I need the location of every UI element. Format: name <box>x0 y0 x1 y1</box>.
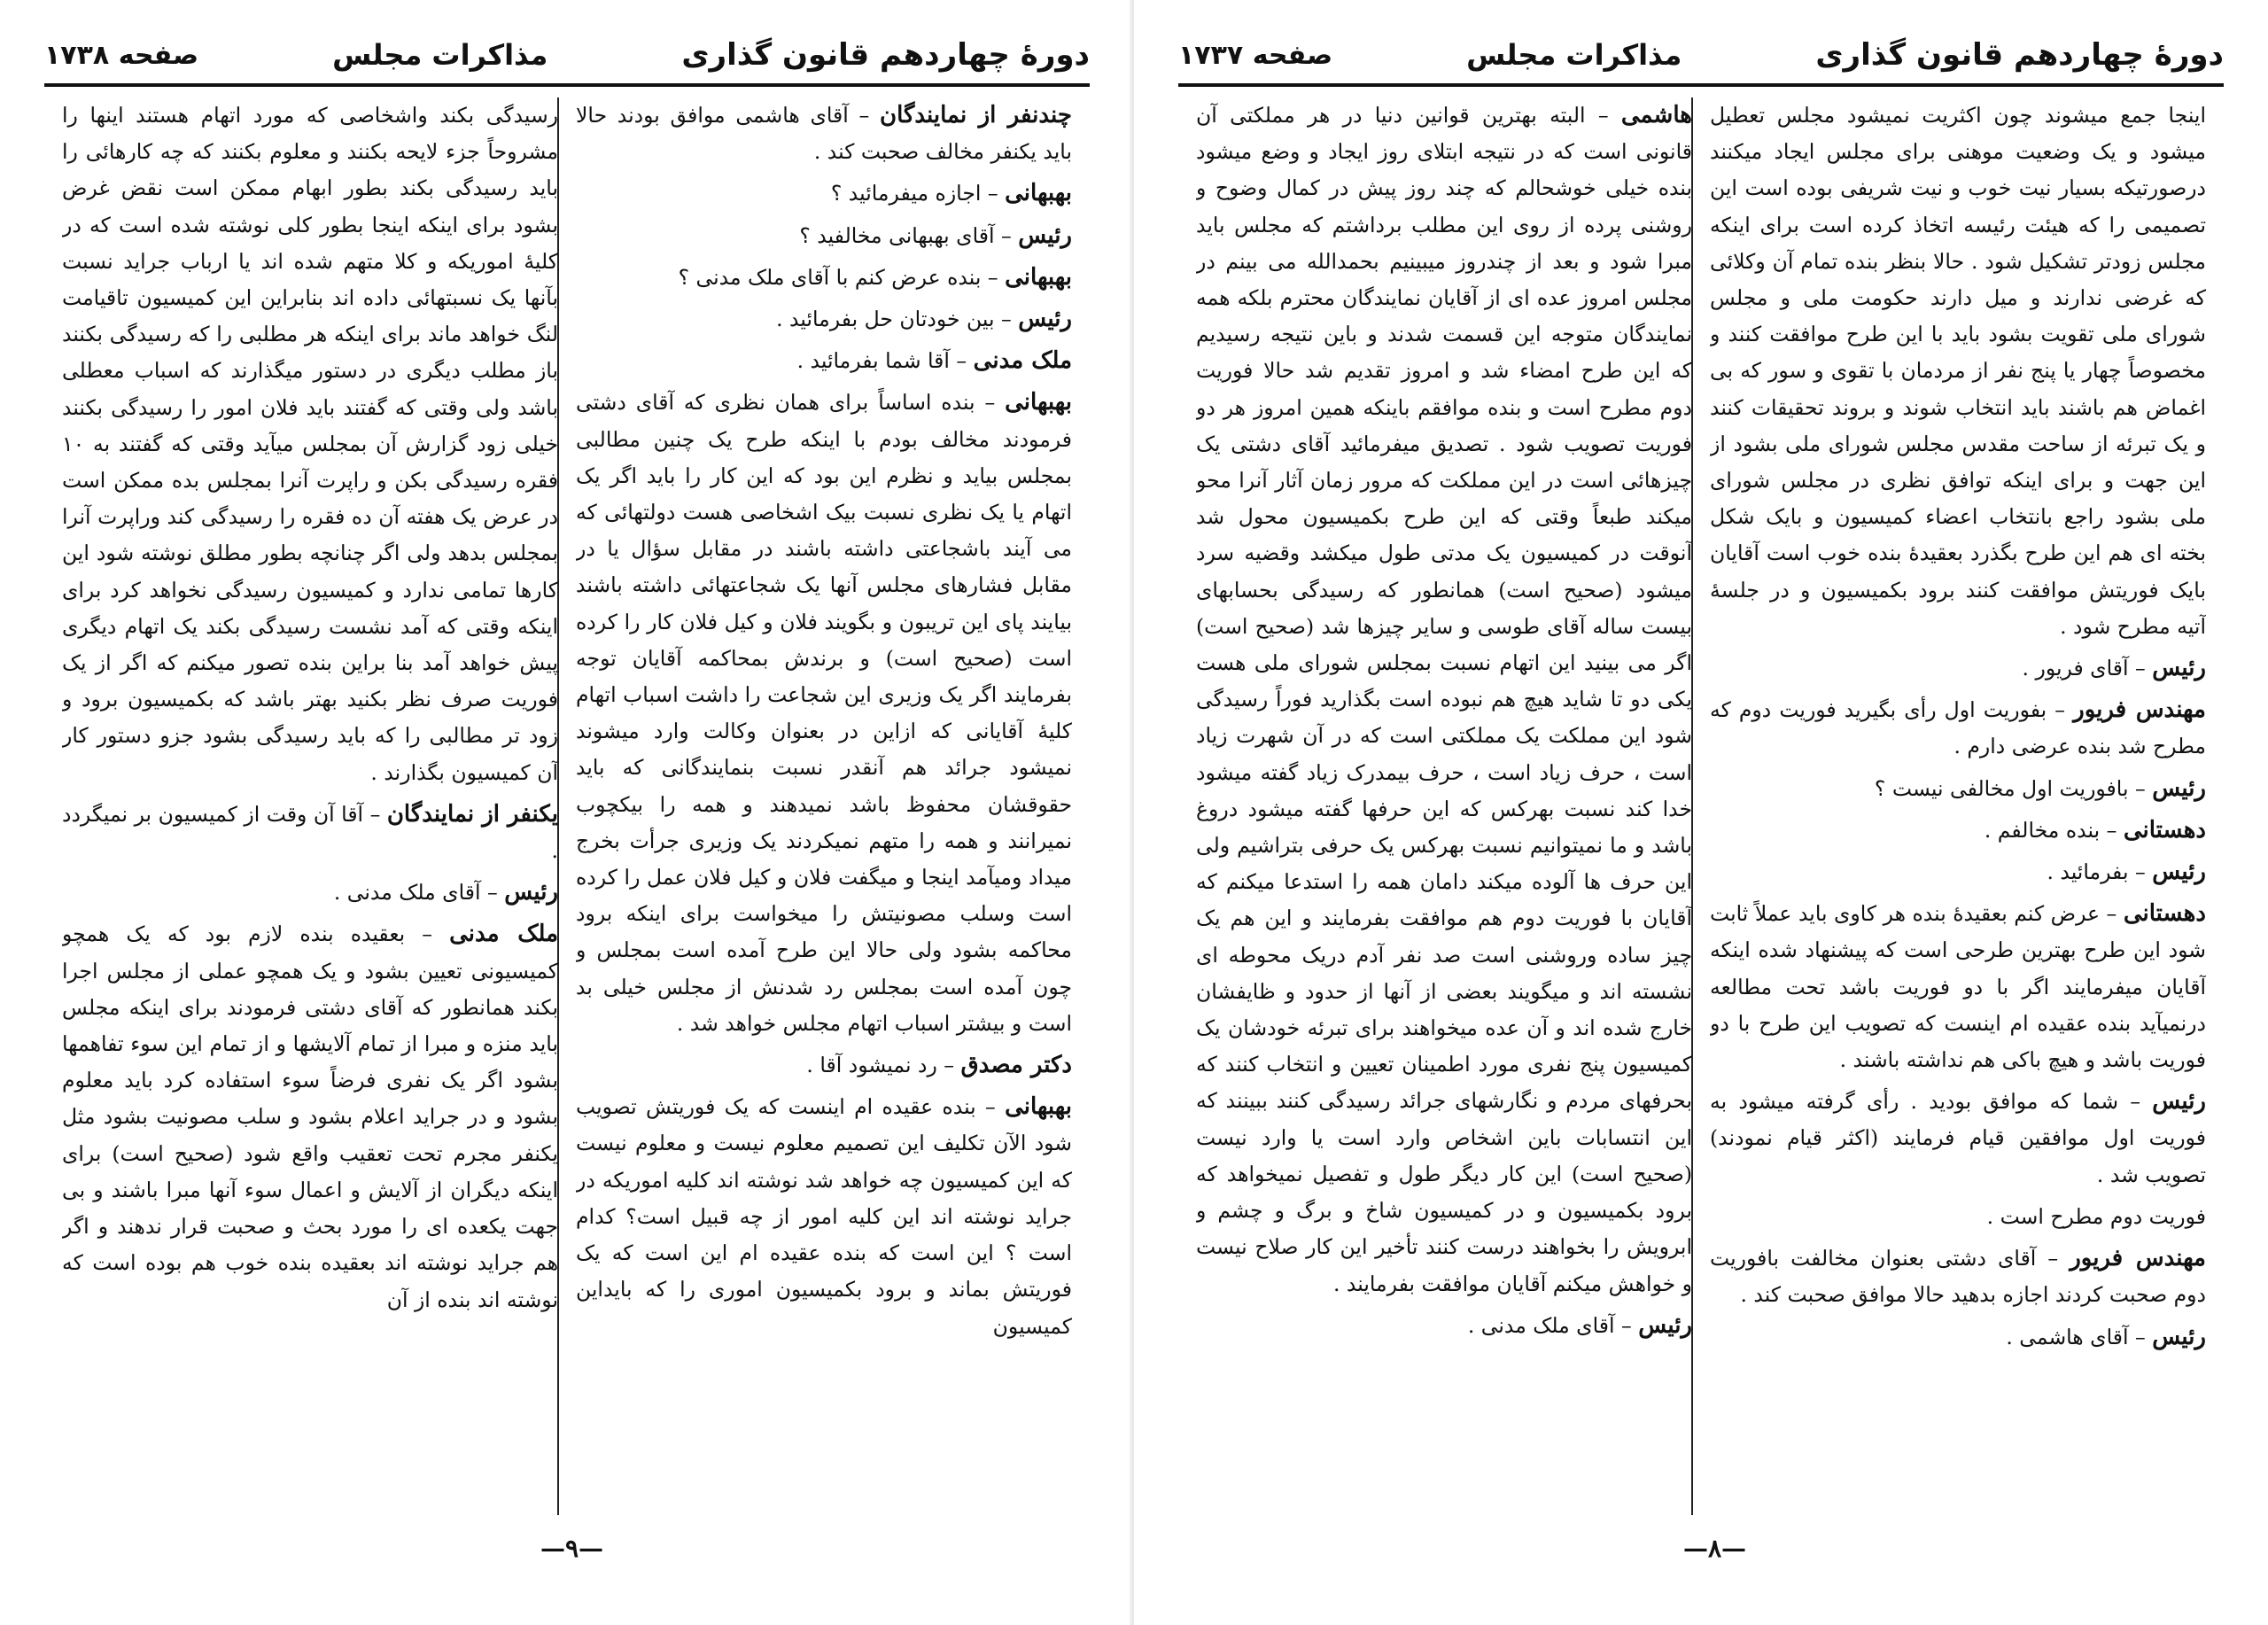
transcript-paragraph <box>1710 1084 2206 1193</box>
speech-text: – شما که موافق بودید . رأی گرفته میشود به فوریت اول موافقین قیام فرمایند (اکثر قیام نمودند) تصویب شد . <box>1710 1089 2206 1187</box>
speech-text: فوریت دوم مطرح است . <box>1986 1203 2206 1229</box>
transcript-paragraph <box>1710 854 2206 890</box>
speech-text: – بنده عقیده ام اینست که یک فوریتش تصویب شود الآن تکلیف این تصمیم معلوم نیست و معلوم نیست که این کمیسیون چه خواهد شد نوشته اند کلیه اموریکه در جراید نوشته اند این کلیه امور از چه قبیل است؟ کدام است ؟ این است که بنده عقیده ام این است که یک فوریتش بماند و برود بکمیسیون اموری را که بایداین کمیسیون <box>576 1094 1072 1339</box>
speech-text: اینجا جمع میشوند چون اکثریت نمیشود مجلس تعطیل میشود و یک وضعیت موهنی برای مجلس ایجاد میکنند درصورتیکه بسیار نیت خوب و نیت شریفی بوده است این تصمیمی را که هیئت رئیسه اتخاذ کرده است برای اینکه مجلس زودتر تشکیل شود . حالا بنظر بنده تمام آن وکلائی که غرضی ندارند و میل دارند حکومت ملی و مجلس شورای ملی تقویت بشود باید با این طرح موافقت کنند و مخصوصاً چهار یا پنج نفر از مردمان با تقوی و سور که بی اغماض هم باشند باید انتخاب شوند و بروند تحقیقات کنند و یک تبرئه از ساحت مقدس مجلس شورای ملی بشود از این جهت و برای اینکه توافق نظری در مجلس شورای ملی بشود راجع بانتخاب اعضاء کمیسیون و بایک شکل بخته ای هم این طرح بگذرد بعقیدهٔ بنده خوب است آقایان بایک فوریتش موافقت کنند برود بکمیسیون و در جلسهٔ آتیه مطرح شود . <box>1710 103 2206 639</box>
speech-text: – بفرمائید . <box>2047 859 2146 885</box>
transcript-paragraph <box>1196 1308 1692 1344</box>
speech-text: – بافوریت اول مخالفی نیست ؟ <box>1874 775 2146 801</box>
transcript-paragraph <box>1710 1240 2206 1313</box>
transcript-paragraph <box>576 343 1072 379</box>
header-series: دورهٔ چهاردهم قانون گذاری <box>1815 37 2224 73</box>
speaker-name: بهبهانی <box>1005 389 1072 416</box>
speech-text: – رد نمیشود آقا . <box>806 1053 955 1078</box>
transcript-paragraph <box>1710 650 2206 687</box>
transcript-paragraph <box>1710 97 2206 645</box>
speaker-name: دهستانی <box>2123 816 2206 844</box>
right-page <box>1134 0 2268 1625</box>
page-footer-number: —۹— <box>540 1534 604 1563</box>
speech-text: – آقای هاشمی موافق بودند حالا باید یکنفر مخالف صحبت کند . <box>576 103 1072 165</box>
page-footer-number: —۸— <box>1683 1534 1747 1563</box>
header-page-number: صفحه ۱۷۳۷ <box>1178 39 1333 71</box>
speaker-name: بهبهانی <box>1005 263 1072 291</box>
speech-text: – بفوریت اول رأی بگیرید فوریت دوم که مطرح شد بنده عرضی دارم . <box>1710 697 2206 759</box>
transcript-paragraph <box>1196 97 1692 1302</box>
speaker-name: رئیس <box>2152 859 2206 886</box>
transcript-paragraph <box>576 1089 1072 1344</box>
speech-text: – آقا شما بفرمائید . <box>796 348 967 374</box>
speaker-name: ملک مدنی <box>449 921 558 948</box>
transcript-paragraph <box>1710 812 2206 849</box>
speaker-name: هاشمی <box>1620 102 1692 128</box>
transcript-paragraph <box>576 301 1072 338</box>
header-series: دورهٔ چهاردهم قانون گذاری <box>681 37 1090 73</box>
speaker-name: دکتر مصدق <box>960 1052 1072 1079</box>
speaker-name: رئیس <box>504 879 558 906</box>
speech-text: – بنده اساساً برای همان نظری که آقای دشتی فرمودند مخالف بودم با اینکه طرح یک چنین مطالبی بمجلس بیاید و نظرم این بود که این کار را باید اگر یک اتهام یا یک نظری نسبت بیک اشخاصی هست دولتهائی که می آیند باشجاعتی داشته باشند در مقابل سؤال یا در مقابل فشارهای مجلس آنها یک شجاعتهائی داشته باشند بیایند پای این تریبون و بگویند فلان و کیل فلان کار را کرده است (صحیح است) و برندش بمحاکمه آقایان توجه بفرمایند اگر یک وزیری این شجاعت را داشت اسباب اتهام کلیهٔ آقایانی که ازاین در بعنوان وکالت وارد میشوند نمیشود جرائد هم آنقدر نسبت بنمایندگانی که باید حقوقشان محفوظ باشد نمیدهند و همه را بیکچوب نمیرانند و همه را متهم نمیکردند یک وزیری جرأت بخرج میداد ومیآمد اینجا و میگفت فلان و کیل فلان عمل را کرده است وسلب مصونیتش را میخواست برای اینکه برود محاکمه بشود ولی حالا این طرح آمده است بمجلس و چون آمده است بمجلس رد شدنش از مجلس خیلی بد است و بیشتر اسباب اتهام مجلس خواهد شد . <box>576 390 1072 1036</box>
speaker-name: رئیس <box>2152 774 2206 802</box>
transcript-paragraph <box>62 916 558 1318</box>
speaker-name: چندنفر از نمایندگان <box>879 102 1072 128</box>
transcript-paragraph <box>62 97 558 791</box>
transcript-paragraph <box>1710 896 2206 1078</box>
speech-text: – آقای ملک مدنی . <box>1467 1312 1632 1338</box>
speech-text: – بعقیده بنده لازم بود که یک همچو کمیسیونی تعیین بشود و یک همچو عملی از مجلس اجرا بکند همانطور که آقای دشتی فرمودند برای اینکه مجلس باید منزه و مبرا از تمام آلایشها و از تمام این سوء تفاهمها بشود اگر یک نفری فرضاً سوء استفاده کرد باید معلوم بشود و در جراید اعلام بشود و سلب مصونیت بشود مثل یکنفر مجرم تحت تعقیب واقع شود (صحیح است) برای اینکه دیگران از آلایش و اعمال سوء آنها مبرا باشند و بی جهت یکعده ای را مورد بحث و صحبت قرار ندهند و اگر هم جراید نوشته اند بعقیده بنده خوب هم بوده است که نوشته اند بنده از آن <box>62 921 558 1312</box>
column-left <box>1196 97 1692 1515</box>
speech-text: – آقای هاشمی . <box>2006 1324 2146 1349</box>
speech-text: – بین خودتان حل بفرمائید . <box>776 307 1012 332</box>
speaker-name: ملک مدنی <box>973 347 1072 375</box>
transcript-paragraph <box>576 1047 1072 1084</box>
transcript-paragraph <box>1710 771 2206 807</box>
speech-text: – اجازه میفرمائید ؟ <box>830 181 998 206</box>
speaker-name: یکنفر از نمایندگان <box>386 800 558 828</box>
speaker-name: مهندس فریور <box>2073 696 2206 724</box>
speaker-name: رئیس <box>1018 306 1072 333</box>
speech-text: – آقا آن وقت از کمیسیون بر نمیگردد . <box>62 801 558 864</box>
speech-text: – آقای ملک مدنی . <box>333 880 498 906</box>
speaker-name: مهندس فریور <box>2070 1245 2206 1272</box>
transcript-paragraph <box>576 260 1072 296</box>
speech-text: – آقای فریور . <box>2022 656 2146 681</box>
speech-text: رسیدگی بکند واشخاصی که مورد اتهام هستند اینها را مشروحاً جزء لایحه بکنند و معلوم بکنند که چه کارهائی را باید رسیدگی بکند بطور ابهام ممکن است نقض غرض بشود برای اینکه اینجا بطور کلی نوشته شده است که در کلیهٔ اموریکه و کلا متهم شده اند یا ارباب جراید نسبت بآنها یک نسبتهائی داده اند بنابراین این کمیسیون تاقیامت لنگ خواهد ماند برای اینکه هر مطلبی را که رسیدگی بکنند باز مطلب دیگری در دستور میگذارند که اسباب معطلی باشد ولی وقتی که گفتند باید فلان امور را رسیدگی بکنند خیلی زود گزارش آن بمجلس میآید وقتی که گفتند به ۱۰ فقره رسیدگی بکن و راپرت آنرا بمجلس بده ممکن است در عرض یک هفته آن ده فقره را رسیدگی کند وراپرت آنرا بمجلس بدهد ولی اگر چنانچه بطور مطلق نوشته شود این کارها تمامی ندارد و کمیسیون رسیدگی نخواهد کرد برای اینکه وقتی که آمد نشست رسیدگی بکند یک اتهام دیگری پیش خواهد آمد بنا براین بنده تصور میکنم که اگر از یک فوریت صرف نظر بکنید بهتر باشد که بکمیسیون برود و زود تر مطالبی را که باید رسیدگی بشود جزو دستور کار آن کمیسیون بگذارند . <box>62 103 558 785</box>
header-page-number: صفحه ۱۷۳۸ <box>44 39 199 71</box>
page-header <box>1178 27 2224 87</box>
transcript-paragraph <box>576 218 1072 254</box>
speaker-name: دهستانی <box>2123 900 2206 928</box>
speaker-name: بهبهانی <box>1005 180 1072 207</box>
speaker-name: رئیس <box>2152 1323 2206 1350</box>
transcript-paragraph <box>1710 692 2206 765</box>
speaker-name: بهبهانی <box>1005 1093 1072 1121</box>
transcript-paragraph <box>576 175 1072 212</box>
speaker-name: رئیس <box>1018 222 1072 249</box>
speech-text: – عرض کنم بعقیدهٔ بنده هر کاوی باید عملاً ثابت شود این طرح بهترین طرحی است که پیشنهاد شده اینکه آقایان میفرمایند اگر با دو فوریت باشد تحت مطالعه درنمیآید بنده عقیده ام اینست که تصویب این طرح با دو فوریت باشد و هیچ باکی هم نداشته باشند . <box>1710 901 2206 1073</box>
speaker-name: رئیس <box>2152 655 2206 682</box>
speech-text: – بنده عرض کنم با آقای ملک مدنی ؟ <box>678 264 998 290</box>
transcript-paragraph <box>62 797 558 869</box>
speaker-name: رئیس <box>1638 1311 1692 1339</box>
speech-text: – بنده مخالفم . <box>1984 817 2117 843</box>
column-right <box>576 97 1072 1515</box>
speech-text: – آقای دشتی بعنوان مخالفت بافوریت دوم صحبت کردند اجازه بدهید حالا موافق صحبت کند . <box>1710 1246 2206 1308</box>
speech-text: – البته بهترین قوانین دنیا در هر مملکتی آن قانونی است که در نتیجه ابتلای روز ایجاد و وضع میشود بنده خیلی خوشحالم که چند روز پیش در کمال وضوح و روشنی پرده از روی این مطلب برداشتم که مجلس باید مبرا شود و بعد از چندروز میبینیم بحمدالله می بینم در مجلس امروز عده ای از آقایان نمایندگان محترم بلکه همه نمایندگان متوجه این قسمت شدند و باین نتیجه رسیدیم که این طرح امضاء شد و امروز تقدیم شد حالا فوریت دوم مطرح است و بنده موافقم باینکه همین امروز هر دو فوریت تصویب شود . تصدیق میفرمائید آقای دشتی یک چیزهائی است در این مملکت که مرور زمان آثار آنرا محو میکند طبعاً وقتی که این طرح بکمیسیون محول شد آنوقت در کمیسیون یک مدتی طول میکشد وقضیه سرد میشود (صحیح است) همانطور که رسیدگی بحسابهای بیست ساله آقای طوسی و سایر چیزها شد (صحیح است) اگر می بینید این اتهام نسبت بمجلس شورای ملی هست یکی دو تا شاید هیچ هم نبوده است بگذارید فوراً رسیدگی شود این مملکت یک مملکتی است که در آن شهرت زیاد است ، حرف زیاد است ، حرف بیمدرک زیاد گفته میشود خدا کند نسبت بهرکس که این حرفها گفته میشود دروغ باشد و ما نمیتوانیم نسبت بهرکس یک حرفی بتراشیم ولی این حرف ها آلوده میکند دامان همه را استدعا میکنم که آقایان با فوریت دوم هم موافقت بفرمایند و این هم یک چیز ساده وروشنی است صد نفر آدم دریک محوطه ای نشسته اند و میگویند بعضی از آنها از حدود و ظایفشان خارج شده اند و آن عده میخواهند برای تبرئه خودشان یک کمیسیون پنج نفری مورد اطمینان تعیین و انتخاب کنند که بحرفهای مردم و نگارشهای جرائد رسیدگی کنند ببینند که این انتسابات باین اشخاص وارد است یا وارد نیست (صحیح است) این کار دیگر طول و تفصیل نمیخواهد که برود بکمیسیون و در کمیسیون شاخ و برگ و چشم و ابرویش را بخواهند درست کنند تأخیر این کار صلاح نیست و خواهش میکنم آقایان موافقت بفرمایند . <box>1196 103 1692 1296</box>
transcript-paragraph <box>62 875 558 911</box>
column-left <box>62 97 558 1515</box>
page-header <box>44 27 1090 87</box>
header-title: مذاکرات مجلس <box>1466 38 1682 72</box>
speaker-name: رئیس <box>2152 1088 2206 1116</box>
column-right <box>1710 97 2206 1515</box>
transcript-paragraph <box>1710 1319 2206 1356</box>
header-title: مذاکرات مجلس <box>332 38 548 72</box>
transcript-paragraph <box>576 385 1072 1042</box>
speech-text: – آقای بهبهانی مخالفید ؟ <box>799 222 1012 248</box>
transcript-paragraph <box>576 97 1072 170</box>
transcript-paragraph <box>1710 1199 2206 1235</box>
